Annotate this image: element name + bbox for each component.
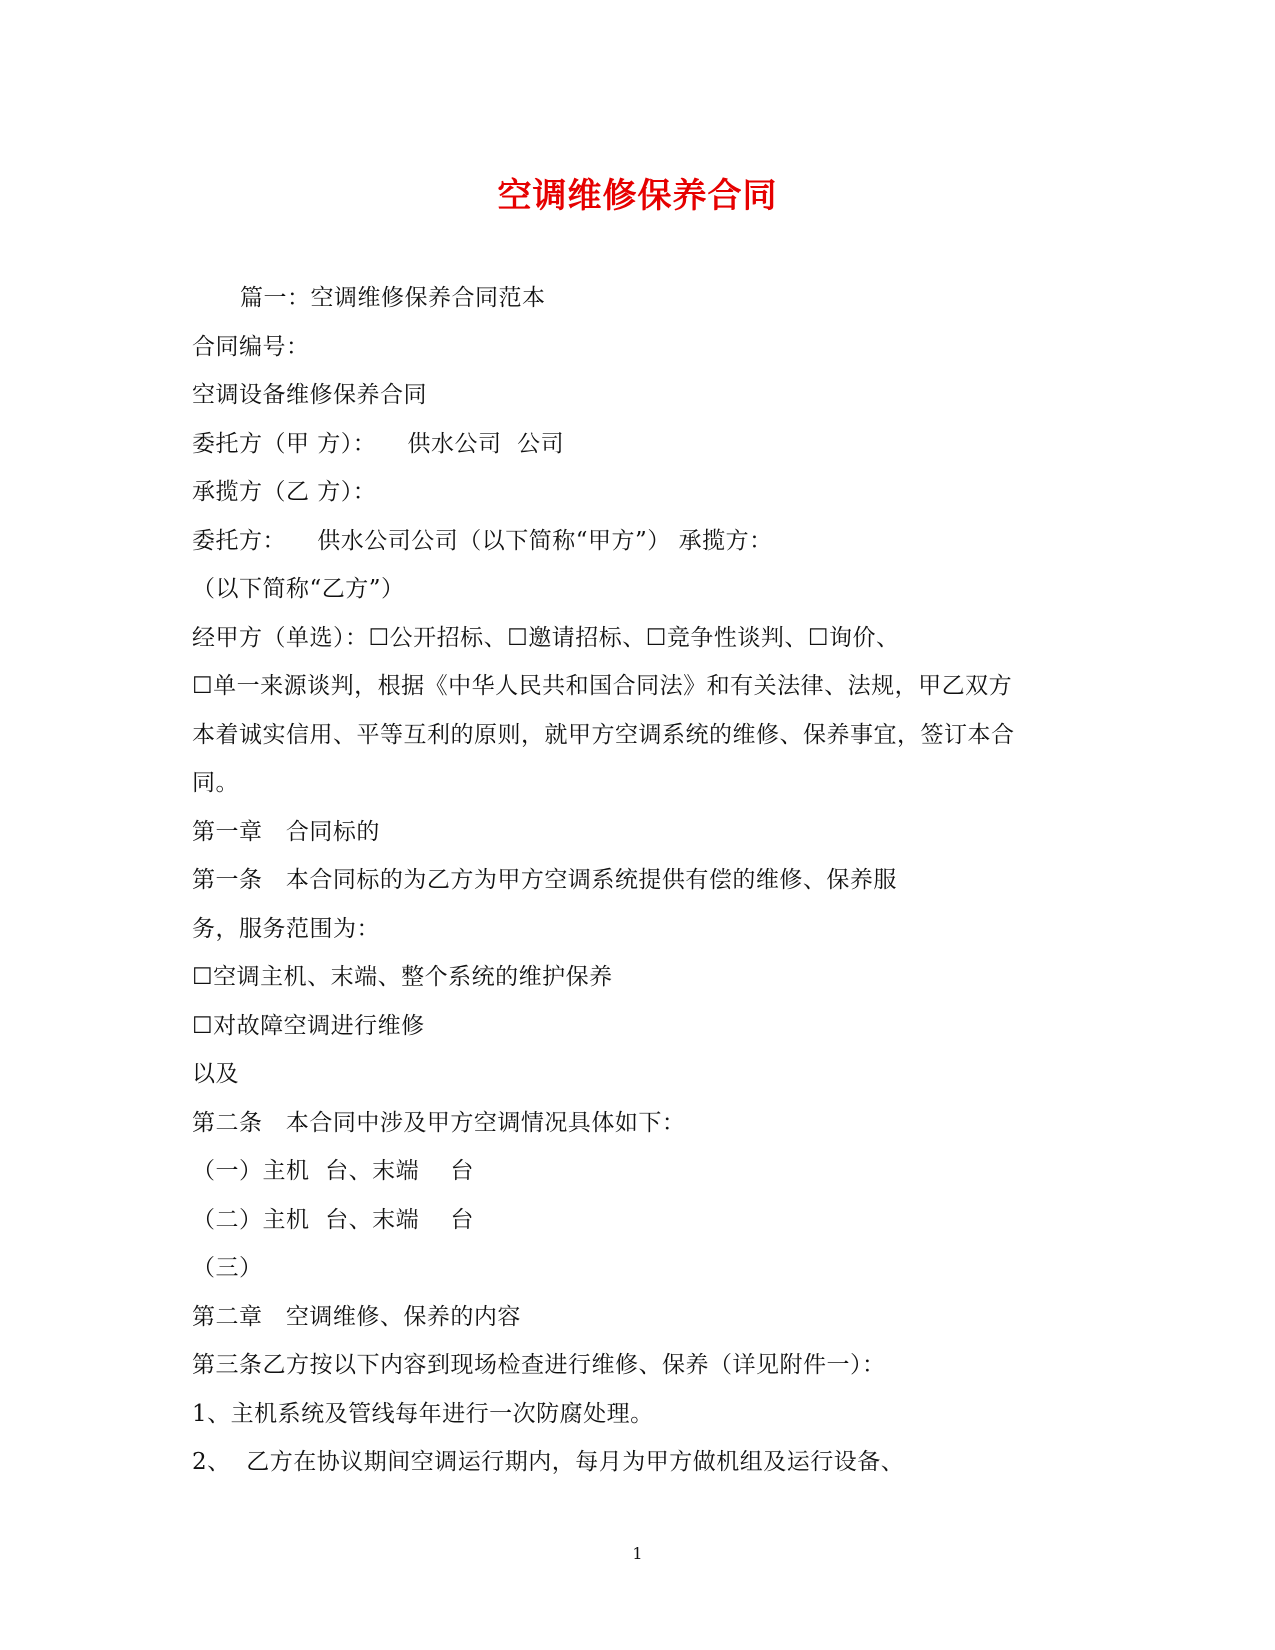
- checkbox-item: ☐对故障空调进行维修: [192, 1012, 425, 1039]
- chapter-heading: 第二章 空调维修、保养的内容: [192, 1303, 521, 1330]
- party-b-definition-line: （以下简称“乙方”）: [192, 576, 405, 602]
- contract-number-label: 合同编号：: [192, 333, 310, 360]
- list-item: 2、 乙方在协议期间空调运行期内，每月为甲方做机组及运行设备、: [192, 1449, 905, 1475]
- list-item: 1、主机系统及管线每年进行一次防腐处理。: [192, 1400, 654, 1427]
- section-heading: 篇一：空调维修保养合同范本: [240, 285, 546, 311]
- party-a-line: 委托方（甲 方）： 供水公司 公司: [192, 430, 565, 457]
- parties-definition-line: 委托方： 供水公司公司（以下简称“甲方”） 承揽方：: [192, 527, 773, 554]
- document-body: [192, 274, 1092, 1487]
- paragraph-line: ☐单一来源谈判，根据《中华人民共和国合同法》和有关法律、法规，甲乙双方: [192, 673, 1013, 699]
- contract-name: 空调设备维修保养合同: [192, 382, 427, 408]
- page-number: 1: [632, 1544, 643, 1563]
- checkbox-item: ☐空调主机、末端、整个系统的维护保养: [192, 964, 613, 990]
- list-item: （二）主机 台、末端 台: [192, 1206, 474, 1233]
- article-line: 务，服务范围为：: [192, 915, 380, 942]
- chapter-heading: 第一章 合同标的: [192, 818, 380, 845]
- list-item: （三）: [192, 1255, 263, 1281]
- article-line: 第一条 本合同标的为乙方为甲方空调系统提供有偿的维修、保养服: [192, 867, 897, 893]
- document-title: 空调维修保养合同: [497, 176, 778, 216]
- article-line: 第二条 本合同中涉及甲方空调情况具体如下：: [192, 1109, 686, 1136]
- procurement-method-line: 经甲方（单选）：☐公开招标、☐邀请招标、☐竞争性谈判、☐询价、: [192, 624, 900, 651]
- paragraph-line: 同。: [192, 770, 239, 796]
- party-b-line: 承揽方（乙 方）：: [192, 479, 377, 505]
- article-line: 第三条乙方按以下内容到现场检查进行维修、保养（详见附件一）：: [192, 1352, 886, 1378]
- paragraph-line: 以及: [192, 1061, 239, 1087]
- list-item: （一）主机 台、末端 台: [192, 1158, 474, 1184]
- paragraph-line: 本着诚实信用、平等互利的原则，就甲方空调系统的维修、保养事宜，签订本合: [192, 721, 1015, 748]
